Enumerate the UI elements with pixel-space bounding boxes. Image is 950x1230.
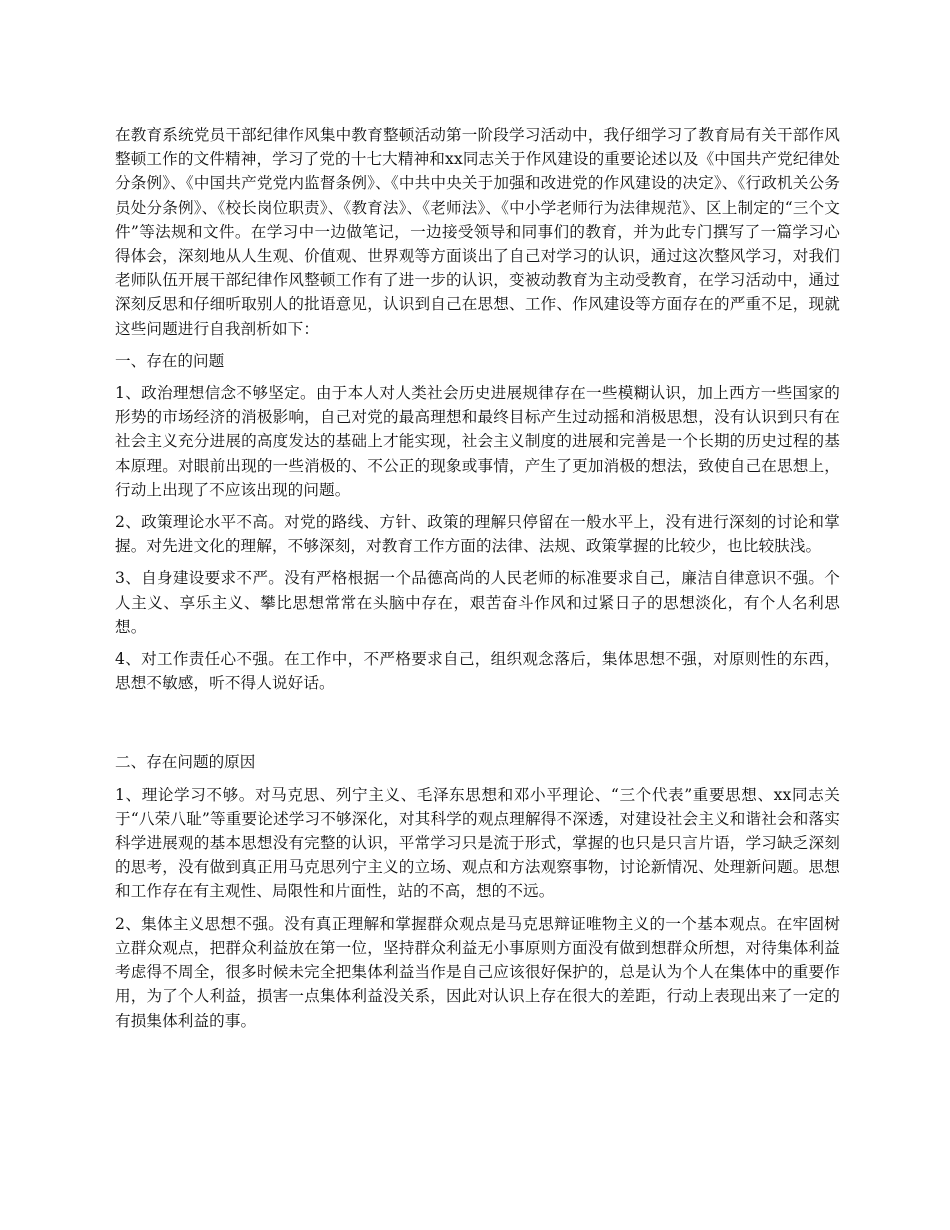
section2-item-1: 1、理论学习不够。对马克思、列宁主义、毛泽东思想和邓小平理论、“三个代表”重要思想、xx同志关于“八荣八耻”等重要论述学习不够深化，对其科学的观点理解得不深透，对建设社会主义和谐社会和落实科学进展观的基本思想没有完整的认识，平常学习只是流于形式，掌握的也只是只言片语，学习缺乏深刻的思考，没有做到真正用马克思列宁主义的立场、观点和方法观察事物，讨论新情况、处理新问题。思想和工作存在有主观性、局限性和片面性，站的不高，想的不远。 [115, 785, 840, 901]
intro-paragraph: 在教育系统党员干部纪律作风集中教育整顿活动第一阶段学习活动中，我仔细学习了教育局有关干部作风整顿工作的文件精神，学习了党的十七大精神和xx同志关于作风建设的重要论述以及《中国共产党纪律处分条例》、《中国共产党党内监督条例》、《中共中央关于加强和改进党的作风建设的决定》、《行政机关公务员处分条例》、《校长岗位职责》、《教育法》、《老师法》、《中小学老师行为法律规范》、区上制定的“三个文件”等法规和文件。在学习中一边做笔记，一边接受领导和同事们的教育，并为此专门撰写了一篇学习心得体会，深刻地从人生观、价值观、世界观等方面谈出了自己对学习的认识，通过这次整风学习，对我们老师队伍开展干部纪律作风整顿工作有了进一步的认识，变被动教育为主动受教育，在学习活动中，通过深刻反思和仔细听取别人的批语意见，认识到自己在思想、工作、作风建设等方面存在的严重不足，现就这些问题进行自我剖析如下： [115, 126, 840, 338]
section1-item-1: 1、政治理想信念不够坚定。由于本人对人类社会历史进展规律存在一些模糊认识，加上西方一些国家的形势的市场经济的消极影响，自己对党的最高理想和最终目标产生过动摇和消极思想，没有认识到只有在社会主义充分进展的高度发达的基础上才能实现，社会主义制度的进展和完善是一个长期的历史过程的基本原理。对眼前出现的一些消极的、不公正的现象或事情，产生了更加消极的想法，致使自己在思想上，行动上出现了不应该出现的问题。 [115, 384, 840, 499]
section1-item-3: 3、自身建设要求不严。没有严格根据一个品德高尚的人民老师的标准要求自己，廉洁自律意识不强。个人主义、享乐主义、攀比思想常常在头脑中存在，艰苦奋斗作风和过紧日子的思想淡化，有个人名利思想。 [115, 569, 840, 636]
section2-heading: 二、存在问题的原因 [115, 753, 256, 772]
section1-item-4: 4、对工作责任心不强。在工作中，不严格要求自己，组织观念落后，集体思想不强，对原则性的东西，思想不敏感，听不得人说好话。 [115, 650, 840, 693]
section-spacer [115, 703, 840, 750]
section2-item-2: 2、集体主义思想不强。没有真正理解和掌握群众观点是马克思辩证唯物主义的一个基本观点。在牢固树立群众观点，把群众利益放在第一位，坚持群众利益无小事原则方面没有做到想群众所想，对待集体利益考虑得不周全，很多时候未完全把集体利益当作是自己应该很好保护的，总是认为个人在集体中的重要作用，为了个人利益，损害一点集体利益没关系，因此对认识上存在很大的差距，行动上表现出来了一定的有损集体利益的事。 [115, 914, 840, 1030]
section1-item-2: 2、政策理论水平不高。对党的路线、方针、政策的理解只停留在一般水平上，没有进行深刻的讨论和掌握。对先进文化的理解，不够深刻，对教育工作方面的法律、法规、政策掌握的比较少，也比较肤浅。 [115, 513, 840, 556]
section1-heading: 一、存在的问题 [115, 351, 225, 370]
document-page [115, 123, 840, 1041]
